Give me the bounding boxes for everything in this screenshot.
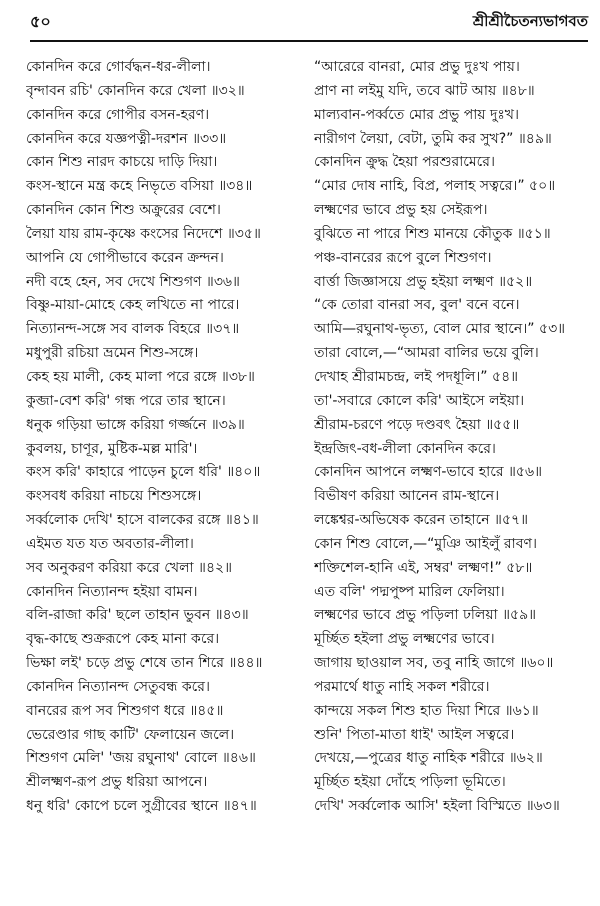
verse-line: লৈয়া যায় রাম-কৃষ্ণে কংসের নিদেশে ॥৩৫॥: [26, 225, 261, 242]
verse-line: দেখাহ শ্রীরামচন্দ্র, লই পদধূলি।” ৫৪॥: [314, 368, 519, 385]
verse-line: “কে তোরা বানরা সব, বুল' বনে বনে।: [314, 297, 520, 314]
verse-line: প্রাণ না লইমু যদি, তবে ঝাট আয় ॥৪৮॥: [314, 82, 535, 99]
verse-line: দেখি' সর্ব্বলোক আসি' হইলা বিস্মিতে ॥৬৩॥: [314, 798, 560, 815]
verse-line: বিষ্ণু-মায়া-মোহে কেহ লখিতে না পারে।: [26, 297, 240, 314]
verse-line: কুব্জা-বেশ করি' গন্ধ পরে তার স্থানে।: [26, 392, 226, 409]
verse-line: ভিক্ষা লই' চড়ে প্রভু শেষে তান শিরে ॥৪৪॥: [26, 655, 263, 672]
verse-line: কান্দয়ে সকল শিশু হাত দিয়া শিরে ॥৬১॥: [314, 702, 539, 719]
verse-line: আপনি যে গোপীভাবে করেন ক্রন্দন।: [26, 249, 224, 266]
verse-line: ধনু ধরি' কোপে চলে সুগ্রীবের স্থানে ॥৪৭॥: [26, 798, 257, 815]
verse-line: “মোর দোষ নাহি, বিপ্র, পলাহ সত্বরে।” ৫০॥: [314, 178, 556, 195]
verse-line: লক্ষ্মণের ভাবে প্রভু পড়িলা ঢলিয়া ॥৫৯॥: [314, 607, 537, 624]
verse-line: ইন্দ্রজিৎ-বধ-লীলা কোনদিন করে।: [314, 440, 496, 457]
verse-line: মাল্যবান-পর্ব্বতে মোর প্রভু পায় দুঃখ।: [314, 106, 519, 123]
verse-line: শ্রীলক্ষ্মণ-রূপ প্রভু ধরিয়া আপনে।: [26, 774, 208, 791]
verse-line: কংসবধ করিয়া নাচয়ে শিশুসঙ্গে।: [26, 488, 202, 505]
verse-line: কংস-স্থানে মন্ত্র কহে নিভৃতে বসিয়া ॥৩৪॥: [26, 178, 253, 195]
verse-line: বানরের রূপ সব শিশুগণ ধরে ॥৪৫॥: [26, 702, 224, 719]
verse-line: পরমার্থে ধাতু নাহি সকল শরীরে।: [314, 678, 490, 695]
verse-line: কোনদিন করে গোর্বদ্ধন-ধর-লীলা।: [26, 59, 211, 75]
verse-line: পঞ্চ-বানরের রূপে বুলে শিশুগণ।: [314, 249, 492, 266]
verse-line: কংস করি' কাহারে পাড়েন চুলে ধরি' ॥৪০॥: [26, 464, 261, 481]
verse-line: শিশুগণ মেলি' 'জয় রঘুনাথ' বোলে ॥৪৬॥: [26, 750, 256, 767]
verse-line: “আরেরে বানরা, মোর প্রভু দুঃখ পায়।: [314, 59, 520, 75]
verse-line: কোন শিশু নারদ কাচয়ে দাড়ি দিয়া।: [26, 154, 218, 171]
page-number: ৫০: [30, 11, 51, 31]
verse-line: নিত্যানন্দ-সঙ্গে সব বালক বিহরে ॥৩৭॥: [26, 321, 240, 338]
verse-line: মূর্চ্ছিত হইলা প্রভু লক্ষ্মণের ভাবে।: [314, 631, 495, 648]
running-title: শ্রীশ্রীচৈতন্যভাগবত: [472, 11, 588, 30]
verse-line: সর্ব্বলোক দেখি' হাসে বালকের রঙ্গে ॥৪১॥: [26, 512, 259, 529]
verse-line: বার্ত্তা জিজ্ঞাসয়ে প্রভু হইয়া লক্ষ্মণ ॥৫২॥: [314, 273, 533, 290]
verse-line: ভেরেণ্ডার গাছ কাটি' ফেলায়েন জলে।: [26, 726, 235, 743]
verse-line: কোনদিন কোন শিশু অক্রুরের বেশে।: [26, 202, 221, 219]
header-rule: [30, 40, 588, 42]
verse-line: তারা বোলে,—“আমরা বালির ভয়ে বুলি।: [314, 345, 539, 362]
verse-line: বুঝিতে না পারে শিশু মানয়ে কৌতুক ॥৫১॥: [314, 225, 551, 242]
page-header: [30, 8, 588, 36]
verse-line: বিভীষণ করিয়া আনেন রাম-স্থানে।: [314, 488, 500, 505]
verse-line: মধুপুরী রচিয়া ভ্রমেন শিশু-সঙ্গে।: [26, 345, 199, 362]
verse-line: শ্রীরাম-চরণে পড়ে দণ্ডবৎ হৈয়া ॥৫৫॥: [314, 416, 520, 433]
verse-line: কেহ হয় মালী, কেহ মালা পরে রঙ্গে ॥৩৮॥: [26, 368, 255, 385]
verse-line: শুনি' পিতা-মাতা ধাই' আইল সত্বরে।: [314, 726, 515, 743]
verse-line: নদী বহে হেন, সব দেখে শিশুগণ ॥৩৬॥: [26, 273, 240, 290]
verse-line: কুবলয়, চাণূর, মুষ্টিক-মল্ল মারি'।: [26, 440, 198, 457]
verse-line: আমি—রঘুনাথ-ভৃত্য, বোল মোর স্থানে।” ৫৩॥: [314, 321, 566, 338]
verse-line: কোনদিন করে যজ্ঞপত্নী-দরশন ॥৩৩॥: [26, 130, 227, 147]
verse-line: সব অনুকরণ করিয়া করে খেলা ॥৪২॥: [26, 559, 233, 576]
verse-line: শক্তিশেল-হানি এই, সম্বর' লক্ষ্মণ!” ৫৮॥: [314, 559, 533, 576]
verse-line: নারীগণ লৈয়া, বেটা, তুমি কর সুখ?” ॥৪৯॥: [314, 130, 552, 147]
verse-line: কোনদিন করে গোপীর বসন-হরণ।: [26, 106, 210, 123]
verse-line: লঙ্কেশ্বর-অভিষেক করেন তাহানে ॥৫৭॥: [314, 512, 529, 529]
verse-line: কোনদিন নিত্যানন্দ সেতুবন্ধ করে।: [26, 678, 210, 695]
verse-line: কোনদিন আপনে লক্ষ্মণ-ভাবে হারে ॥৫৬॥: [314, 464, 543, 481]
right-column: [314, 56, 596, 819]
verse-line: এত বলি' পদ্মপুষ্প মারিল ফেলিয়া।: [314, 583, 505, 600]
verse-line: কোনদিন নিত্যানন্দ হইয়া বামন।: [26, 583, 198, 600]
left-column: [26, 56, 308, 819]
verse-line: কোন শিশু বোলে,—“মুঞি আইলুঁ রাবণ।: [314, 535, 537, 552]
verse-line: জাগায় ছাওয়াল সব, তবু নাহি জাগে ॥৬০॥: [314, 655, 554, 672]
verse-line: মূর্চ্ছিত হইয়া দোঁহে পড়িলা ভূমিতে।: [314, 774, 506, 791]
verse-line: বৃদ্ধ-কাছে শুক্ররূপে কেহ মানা করে।: [26, 631, 220, 648]
verse-line: দেখয়ে,—পুত্রের ধাতু নাহিক শরীরে ॥৬২॥: [314, 750, 543, 767]
verse-line: বৃন্দাবন রচি' কোনদিন করে খেলা ॥৩২॥: [26, 82, 245, 99]
verse-line: বলি-রাজা করি' ছলে তাহান ভুবন ॥৪৩॥: [26, 607, 249, 624]
verse-line: এইমত যত যত অবতার-লীলা।: [26, 535, 194, 552]
verse-line: ধনুক গড়িয়া ভাঙ্গে করিয়া গর্জ্জনে ॥৩৯॥: [26, 416, 245, 433]
verse-line: কোনদিন ক্রুদ্ধ হৈয়া পরশুরামেরে।: [314, 154, 496, 171]
verse-line: লক্ষ্মণের ভাবে প্রভু হয় সেইরূপ।: [314, 202, 488, 219]
verse-line: তা'-সবারে কোলে করি' আইসে লইয়া।: [314, 392, 525, 409]
